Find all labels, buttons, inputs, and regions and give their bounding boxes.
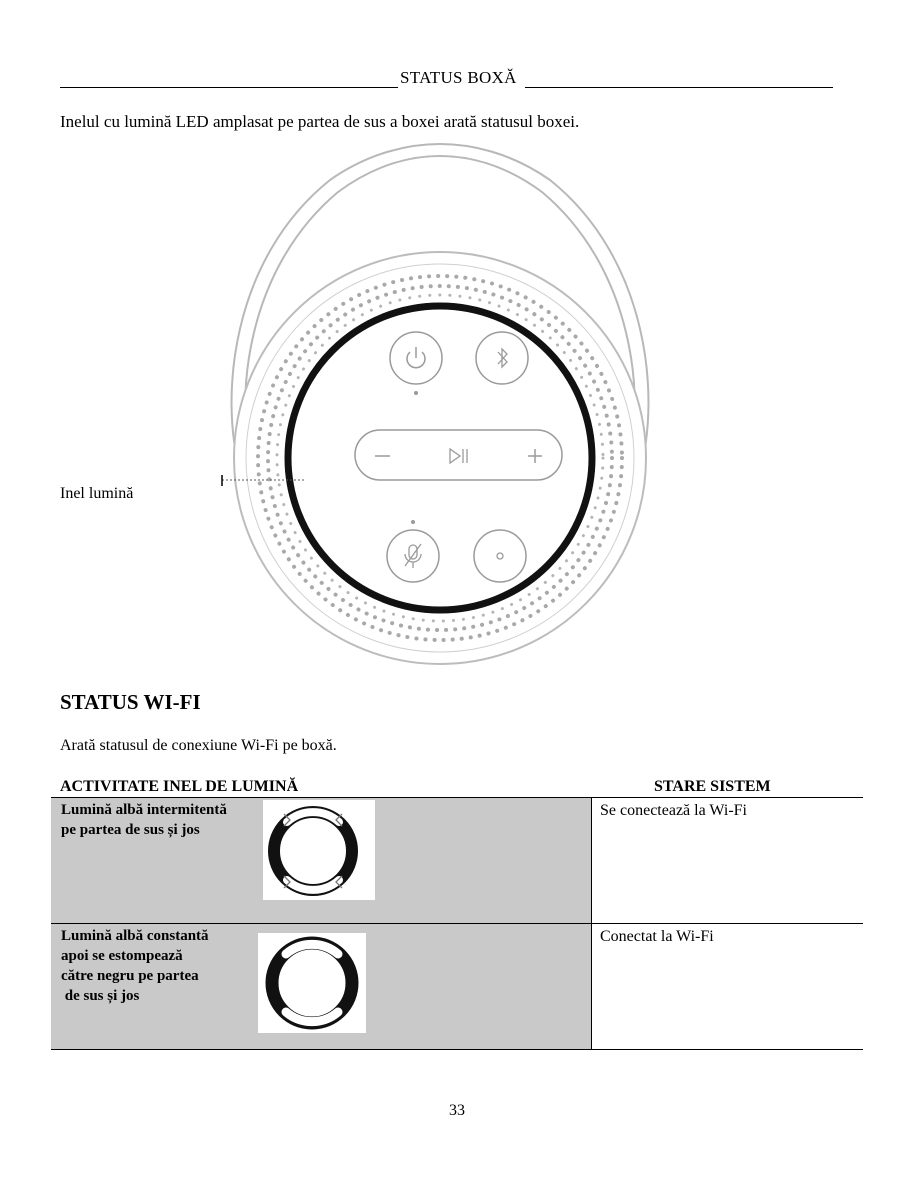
section-title: STATUS WI-FI bbox=[60, 690, 201, 714]
intro-text: Inelul cu lumină LED amplasat pe partea de sus a boxei arată statusul boxei. bbox=[60, 112, 580, 131]
status-table bbox=[51, 797, 863, 1050]
solid-ring-illustration bbox=[258, 933, 366, 1033]
activity-cell bbox=[51, 924, 592, 1049]
header-rule-left bbox=[60, 87, 398, 88]
header-title: STATUS BOXĂ bbox=[400, 68, 517, 87]
table-row bbox=[51, 924, 863, 1049]
light-ring bbox=[288, 306, 592, 610]
table-header-status: STARE SISTEM bbox=[654, 778, 771, 795]
table-header-activity: ACTIVITATE INEL DE LUMINĂ bbox=[60, 778, 299, 795]
page-header bbox=[60, 60, 833, 90]
activity-cell bbox=[51, 798, 592, 923]
activity-text: Lumină albă constantă apoi se estompează către negru pe partea de sus și jos bbox=[61, 928, 209, 1004]
blinking-ring-illustration bbox=[263, 800, 375, 900]
status-text: Conectat la Wi-Fi bbox=[600, 928, 714, 945]
header-rule-right bbox=[525, 87, 833, 88]
table-row bbox=[51, 798, 863, 924]
ring-callout-label: Inel lumină bbox=[60, 485, 134, 502]
speaker-top-illustration bbox=[210, 140, 670, 665]
page-number: 33 bbox=[449, 1102, 465, 1119]
section-description: Arată statusul de conexiune Wi-Fi pe boxă. bbox=[60, 737, 337, 754]
status-text: Se conectează la Wi-Fi bbox=[600, 802, 747, 819]
activity-text: Lumină albă intermitentă pe partea de sus și jos bbox=[61, 802, 227, 838]
